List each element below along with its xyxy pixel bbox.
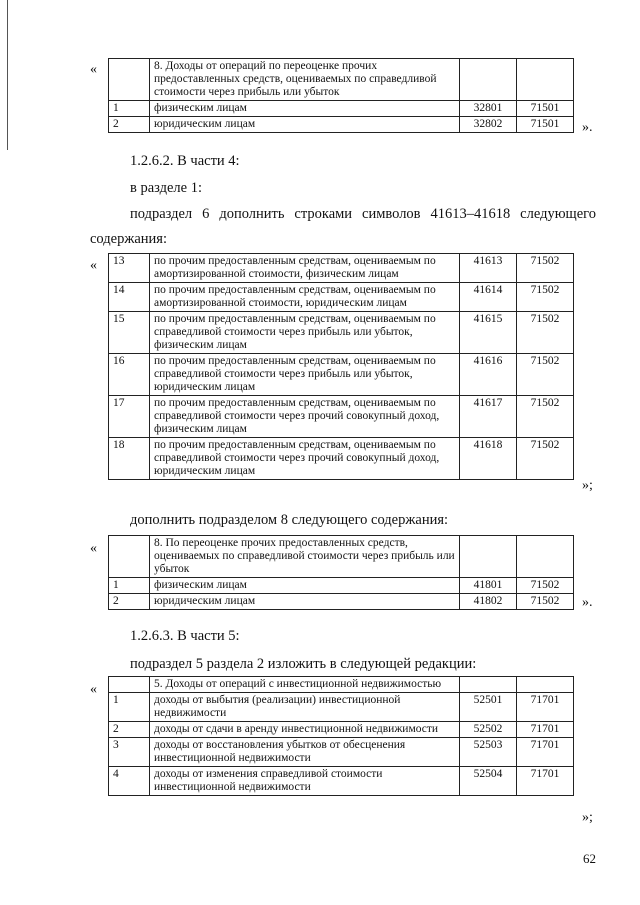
row-number: 16 [109, 354, 150, 396]
paragraph: дополнить подразделом 8 следующего содержания: [130, 512, 449, 528]
table-cell [109, 59, 150, 101]
table-cell [460, 536, 517, 578]
table-header-cell: 5. Доходы от операций с инвестиционной недвижимостью [150, 677, 460, 693]
table-header-row [109, 59, 574, 101]
table-row [109, 283, 574, 312]
close-quote: ». [582, 595, 593, 610]
table-row [109, 101, 574, 117]
table-4 [108, 676, 574, 796]
row-code: 41617 [460, 396, 517, 438]
row-code: 71502 [517, 354, 574, 396]
row-code: 41616 [460, 354, 517, 396]
row-number: 13 [109, 254, 150, 283]
close-quote: ». [582, 120, 593, 135]
table-row [109, 594, 574, 610]
row-text: юридическим лицам [150, 594, 460, 610]
row-code: 71502 [517, 438, 574, 480]
row-code: 71502 [517, 312, 574, 354]
row-number: 14 [109, 283, 150, 312]
row-text: по прочим предоставленным средствам, оцениваемым по амортизированной стоимости, физическим лицам [150, 254, 460, 283]
table-3 [108, 535, 574, 610]
row-number: 17 [109, 396, 150, 438]
table-row [109, 312, 574, 354]
row-number: 3 [109, 738, 150, 767]
row-code: 71701 [517, 767, 574, 796]
paragraph: подраздел 6 дополнить строками символов 41613–41618 следующего [130, 206, 596, 222]
row-code: 71502 [517, 594, 574, 610]
row-text: физическим лицам [150, 101, 460, 117]
row-text: юридическим лицам [150, 117, 460, 133]
margin-line [7, 0, 8, 150]
close-quote: »; [582, 478, 593, 493]
table-cell [109, 677, 150, 693]
row-code: 41802 [460, 594, 517, 610]
table-header-cell: 8. По переоценке прочих предоставленных средств, оцениваемых по справедливой стоимости через прибыль или убыток [150, 536, 460, 578]
row-number: 15 [109, 312, 150, 354]
paragraph: содержания: [90, 231, 168, 247]
row-text: доходы от восстановления убытков от обесценения инвестиционной недвижимости [150, 738, 460, 767]
row-text: физическим лицам [150, 578, 460, 594]
row-code: 32802 [460, 117, 517, 133]
row-code: 41613 [460, 254, 517, 283]
row-code: 41615 [460, 312, 517, 354]
close-quote: »; [582, 810, 593, 825]
table-cell [460, 677, 517, 693]
table-row [109, 117, 574, 133]
table-row [109, 738, 574, 767]
row-text: доходы от сдачи в аренду инвестиционной недвижимости [150, 722, 460, 738]
row-text: по прочим предоставленным средствам, оцениваемым по справедливой стоимости через прибыль или убыток, юридическим лицам [150, 354, 460, 396]
page-number: 62 [583, 851, 596, 866]
table-row [109, 438, 574, 480]
row-code: 71502 [517, 396, 574, 438]
paragraph: 1.2.6.3. В части 5: [130, 628, 240, 644]
table-header-row [109, 677, 574, 693]
row-number: 1 [109, 578, 150, 594]
table-cell [517, 59, 574, 101]
row-code: 71701 [517, 693, 574, 722]
row-number: 1 [109, 101, 150, 117]
row-code: 41614 [460, 283, 517, 312]
table-cell [517, 677, 574, 693]
table-row [109, 767, 574, 796]
open-quote: « [90, 62, 97, 77]
paragraph: подраздел 5 раздела 2 изложить в следующей редакции: [130, 656, 477, 672]
table-header-cell: 8. Доходы от операций по переоценке прочих предоставленных средств, оцениваемых по справедливой стоимости через прибыль или убыток [150, 59, 460, 101]
paragraph: в разделе 1: [130, 180, 203, 196]
open-quote: « [90, 258, 97, 273]
open-quote: « [90, 541, 97, 556]
table-row [109, 578, 574, 594]
row-code: 52501 [460, 693, 517, 722]
row-text: доходы от изменения справедливой стоимости инвестиционной недвижимости [150, 767, 460, 796]
row-code: 52502 [460, 722, 517, 738]
row-text: по прочим предоставленным средствам, оцениваемым по справедливой стоимости через прочий совокупный доход, физическим лицам [150, 396, 460, 438]
row-number: 18 [109, 438, 150, 480]
row-text: по прочим предоставленным средствам, оцениваемым по справедливой стоимости через прочий совокупный доход, юридическим лицам [150, 438, 460, 480]
table-header-row [109, 536, 574, 578]
row-code: 52503 [460, 738, 517, 767]
row-code: 71502 [517, 283, 574, 312]
row-code: 71502 [517, 254, 574, 283]
row-code: 71501 [517, 101, 574, 117]
table-cell [109, 536, 150, 578]
table-row [109, 722, 574, 738]
table-cell [517, 536, 574, 578]
row-text: по прочим предоставленным средствам, оцениваемым по справедливой стоимости через прибыль или убыток, физическим лицам [150, 312, 460, 354]
row-text: доходы от выбытия (реализации) инвестиционной недвижимости [150, 693, 460, 722]
row-code: 32801 [460, 101, 517, 117]
table-row [109, 693, 574, 722]
row-number: 4 [109, 767, 150, 796]
table-row [109, 354, 574, 396]
table-cell [460, 59, 517, 101]
row-code: 71701 [517, 722, 574, 738]
row-number: 2 [109, 594, 150, 610]
row-number: 2 [109, 722, 150, 738]
row-code: 41801 [460, 578, 517, 594]
table-row [109, 254, 574, 283]
row-code: 71502 [517, 578, 574, 594]
row-code: 71501 [517, 117, 574, 133]
row-text: по прочим предоставленным средствам, оцениваемым по амортизированной стоимости, юридическим лицам [150, 283, 460, 312]
open-quote: « [90, 682, 97, 697]
row-code: 41618 [460, 438, 517, 480]
row-number: 1 [109, 693, 150, 722]
table-2 [108, 253, 574, 480]
paragraph: 1.2.6.2. В части 4: [130, 153, 240, 169]
table-row [109, 396, 574, 438]
row-code: 52504 [460, 767, 517, 796]
row-code: 71701 [517, 738, 574, 767]
row-number: 2 [109, 117, 150, 133]
table-1 [108, 58, 574, 133]
